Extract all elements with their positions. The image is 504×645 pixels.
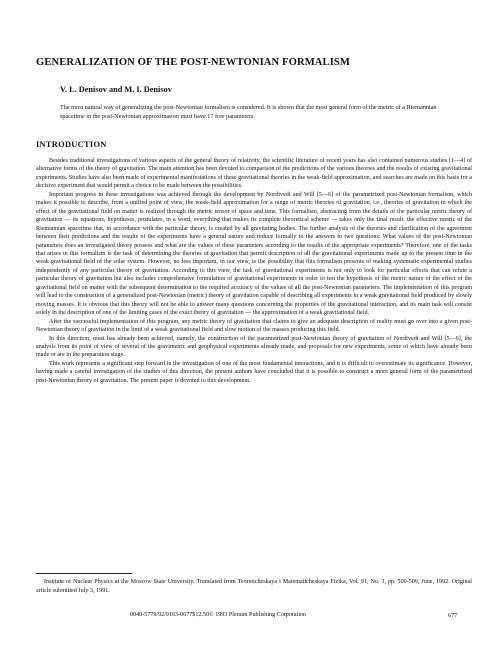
paragraph: Important progress in these investigations was achieved through the development by Nordtvedt and Will [5—6] of the parametrized post-Newtonian formalism, which makes it possible to describe, from a unified point of view, the weak-field approximation for a range of metric theories of gravitation, i.e., theories of gravitation in which the effect of the gravitational field on matter is realized through the metric tensor of space and time. This formalism, abstracting from the details of the particular metric theory of gravitation — its equations, hypotheses, postulates, in a word, everything that makes its complete theoretical scheme — takes only the final result: the effective metric of the Riemannian spacetime that, in accordance with the particular theory, is created by all gravitating bodies. The further analysis of the theories and clarification of the agreement between their predictions and the results of the experiments have a general nature and reduce formally to the answers to two questions: What values of the post-Newtonian parameters does an investigated theory possess and what are the values of these parameters according to the results of the appropriate experiments? Therefore, one of the tasks that arises in this formalism is the task of determining the theories of gravitation that permit description of all the gravitational experiments made up to the present time in the weak gravitational field of the solar system. However, no less important, in our view, is the possibility that this formalism presents of making systematic experimental studies independently of any particular theory of gravitation. According to this view, the task of gravitational experiments is not only to look for particular effects that can refute a particular theory of gravitation but also includes comprehensive formulation of gravitational experiments in order to test the hypothesis of the metric nature of the effect of the gravitational field on matter with the subsequent determination to the required accuracy of the values of all the post-Newtonian parameters. The implementation of this program will lead to the construction of a generalized post-Newtonian (metric) theory of gravitation capable of describing all experiments in a weak gravitational field produced by slowly moving masses. It is obvious that this theory will not be able to answer many questions concerning the properties of the gravitational interaction, and its main task will consist solely in the description of one of the limiting cases of the exact theory of gravitation — the approximation of a weak gravitational field. xyxy=(36,191,472,317)
page-number: 677 xyxy=(448,612,458,619)
copyright-line: 0040-5779/92/9103-0677$12.50© 1993 Plenum Publishing Corporation xyxy=(130,612,307,618)
footnote-divider xyxy=(36,573,132,574)
paper-title: GENERALIZATION OF THE POST-NEWTONIAN FORMALISM xyxy=(36,57,351,68)
footnote xyxy=(36,578,472,595)
section-heading: INTRODUCTION xyxy=(36,140,107,149)
paragraph: This work represents a significant step forward in the investigation of one of the most fundamental interactions, and it is difficult to overestimate its significance. However, having made a careful investigation of the studies of this direction, the present authors have concluded that it is possible to construct a more general form of the parametrized post-Newtonian theory of gravitation. The present paper is devoted to this development. xyxy=(36,360,472,384)
footnote-text: Institute of Nuclear Physics at the Moscow State University. Translated from Teoreticheskaya i Matematicheskaya Fizika, Vol. 91, No. 3, pp. 500-509, June, 1992. Original article submitted July 3, 1991. xyxy=(36,579,472,594)
body-text xyxy=(36,157,472,385)
paragraph: In this direction, must has already been achieved, namely, the construction of the parametrized post-Newtonian theory of gravitation of Nordtvedt and Will [5—6], the analysis from its point of view of several of the gravimetric and geophysical experiments already made, and proposals for new experiments, some of which have already been made or are in the preparation stage. xyxy=(36,335,472,359)
author-line: V. L. Denisov and M. I. Denisov xyxy=(60,85,172,94)
abstract: The most natural way of generalizing the post-Newtonian formalism is considered. It is shown that the most general form of the metric of a Riemannian spacetime in the post-Newtonian approximation must have 17 free parameters. xyxy=(60,104,437,120)
paragraph: After the successful implementation of this program, any metric theory of gravitation that claims to give an adequate description of reality must go over into a given post-Newtonian theory of gravitation in the limit of a weak gravitational field and slow motion of the masses producing this field. xyxy=(36,318,472,334)
paragraph: Besides traditional investigations of various aspects of the general theory of relativity, the scientific literature of recent years has also contained numerous studies [1—4] of alternative forms of the theory of gravitation. The main attention has been devoted to comparison of the predictions of the various theories and the results of existing gravitational experiments. Studies have also been made of experimental manifestations of these gravitational theories in the weak-field approximation, and searches are made on this basis for a decisive experiment that would permit a choice to be made between the possibilities. xyxy=(36,158,472,190)
